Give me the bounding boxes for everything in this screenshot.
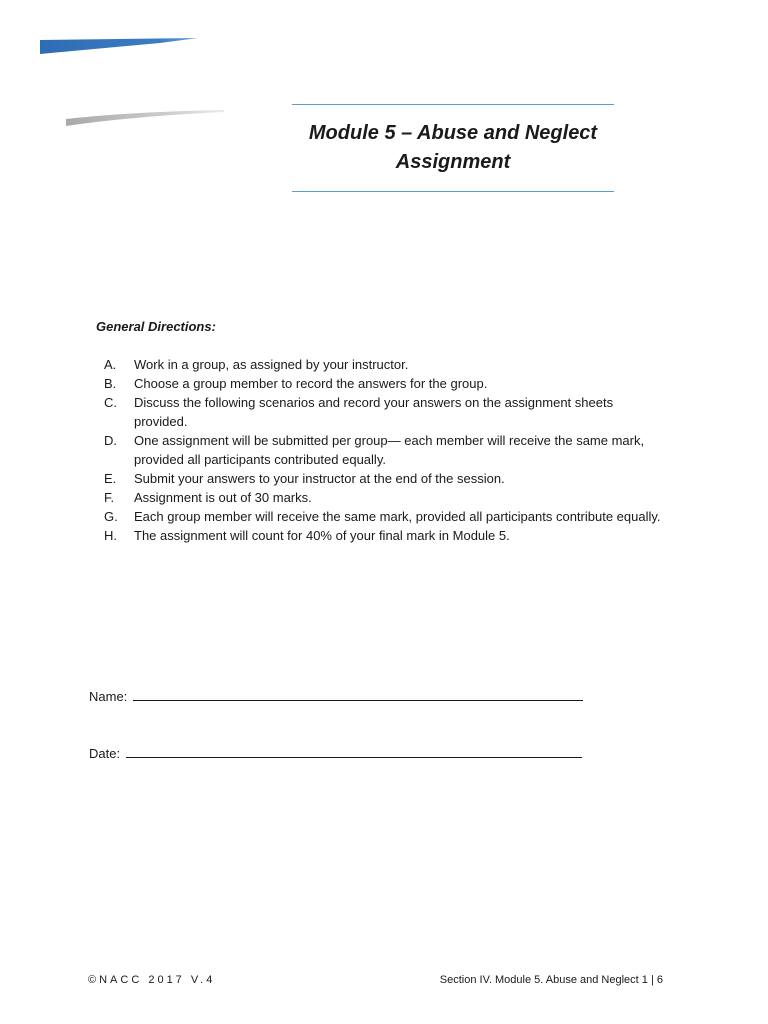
item-marker: D.: [104, 433, 117, 448]
general-directions-heading: General Directions:: [96, 319, 216, 334]
direction-item: [104, 488, 664, 507]
title-line-2: Assignment: [395, 151, 511, 173]
direction-item: [104, 431, 664, 469]
page-title: [292, 119, 614, 177]
direction-item: [104, 393, 664, 431]
direction-item: [104, 507, 664, 526]
item-marker: F.: [104, 490, 115, 505]
header-grey-swoosh: [66, 108, 228, 128]
name-label: Name:: [89, 689, 128, 704]
item-marker: A.: [104, 357, 117, 372]
direction-item: [104, 526, 664, 545]
footer-copyright: ©NACC 2017 V.4: [88, 974, 216, 986]
item-text: Choose a group member to record the answers for the group.: [134, 376, 488, 391]
directions-list: [104, 355, 664, 545]
item-text: Assignment is out of 30 marks.: [134, 490, 312, 505]
date-field-row: [89, 745, 582, 763]
title-line-1: Module 5 – Abuse and Neglect: [308, 122, 598, 144]
footer-section-page: Section IV. Module 5. Abuse and Neglect 1 | 6: [439, 974, 663, 986]
direction-item: [104, 374, 664, 393]
name-blank-line[interactable]: [133, 688, 583, 701]
item-text: One assignment will be submitted per group— each member will receive the same mark, provided all participants contributed equally.: [134, 433, 645, 467]
name-field-row: [89, 688, 583, 706]
header-blue-swoosh: [40, 38, 200, 54]
date-label: Date:: [89, 746, 121, 761]
item-text: Each group member will receive the same mark, provided all participants contribute equally.: [134, 509, 661, 524]
item-text: The assignment will count for 40% of your final mark in Module 5.: [134, 528, 510, 543]
title-block: [292, 104, 614, 192]
item-marker: B.: [104, 376, 117, 391]
item-text: Submit your answers to your instructor at the end of the session.: [134, 471, 505, 486]
date-blank-line[interactable]: [126, 745, 582, 758]
item-marker: E.: [104, 471, 117, 486]
item-text: Work in a group, as assigned by your instructor.: [134, 357, 409, 372]
item-marker: G.: [104, 509, 118, 524]
direction-item: [104, 355, 664, 374]
direction-item: [104, 469, 664, 488]
item-marker: C.: [104, 395, 117, 410]
item-text: Discuss the following scenarios and record your answers on the assignment sheets provided.: [134, 395, 614, 429]
item-marker: H.: [104, 528, 117, 543]
